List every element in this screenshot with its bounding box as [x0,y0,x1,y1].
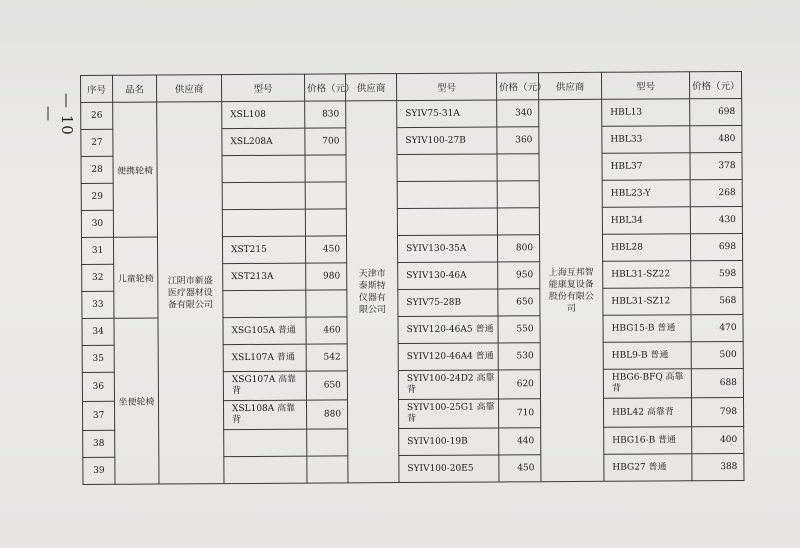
price-cell: 542 [306,344,347,371]
price-cell [307,429,348,456]
model-cell: SYIV100-25G1 高靠背 [398,399,498,429]
price-cell: 650 [306,371,347,400]
model-cell: HBL31-SZ12 [603,288,691,316]
price-cell: 650 [498,289,540,316]
model-cell: SYIV100-19B [399,428,499,456]
price-cell: 440 [499,428,541,455]
price-cell [497,154,539,181]
row-number-cell: 39 [83,457,115,484]
model-cell: XSL108 [222,101,305,129]
supplier-cell: 江阴市新盛医疗器材设备有限公司 [157,102,224,484]
model-cell [222,182,305,210]
table-row [81,98,742,129]
price-cell [305,155,346,182]
model-cell: SYIV130-46A [398,262,498,290]
model-cell: HBL28 [602,234,690,262]
price-cell: 460 [306,317,347,344]
model-cell: HBG27 普通 [604,454,692,482]
model-cell: SYIV130-35A [397,235,497,263]
price-cell: 360 [497,127,539,154]
header-cell: 价格（元） [304,74,345,101]
model-cell: SYIV75-28B [398,289,498,317]
table-body [81,98,744,484]
model-cell: SYIV100-27B [397,127,497,155]
model-cell: HBL31-SZ22 [603,261,691,289]
row-number-cell: 27 [81,129,113,156]
header-cell: 型号 [222,74,305,102]
model-cell: XSG107A 高靠背 [223,371,306,401]
price-cell: 830 [305,101,346,128]
model-cell: SYIV120-46A4 普通 [398,343,498,371]
row-number-cell: 36 [82,372,114,401]
header-cell: 型号 [601,72,689,100]
row-number-cell: 32 [82,264,114,291]
price-cell: 530 [498,343,540,370]
row-number-cell: 38 [83,430,115,457]
model-cell [222,155,305,183]
price-cell: 698 [690,233,742,260]
model-cell [397,181,497,209]
model-cell: SYIV75-31A [397,100,497,128]
price-cell: 880 [306,400,347,429]
price-cell: 388 [692,453,744,480]
supplier-cell: 天津市泰斯特仪器有限公司 [346,101,399,483]
model-cell: HBL37 [602,153,690,181]
header-cell: 品名 [113,75,157,102]
price-cell: 268 [690,179,742,206]
header-cell: 价格（元） [496,73,538,100]
model-cell: SYIV100-24D2 高靠背 [398,370,498,400]
header-row [81,71,742,102]
price-cell: 550 [498,316,540,343]
category-cell: 坐便轮椅 [114,318,159,484]
price-cell: 698 [690,98,742,125]
model-cell: HBG6-BFQ 高靠背 [603,369,691,399]
category-cell: 便携轮椅 [113,102,158,237]
model-cell [223,290,306,318]
row-number-cell: 26 [81,102,113,129]
model-cell [397,154,497,182]
row-number-cell: 34 [82,318,114,345]
header-cell: 序号 [81,75,113,102]
model-cell: HBL33 [602,126,690,154]
price-cell: 400 [692,426,744,453]
category-cell: 儿童轮椅 [113,237,157,318]
model-cell: SYIV120-46A5 普通 [398,316,498,344]
price-cell [497,208,539,235]
price-cell: 470 [691,314,743,341]
price-cell [305,209,346,236]
model-cell: HBL34 [602,207,690,235]
price-cell [307,456,348,483]
price-cell: 688 [691,368,743,397]
row-number-cell: 28 [81,156,113,183]
row-number-cell: 30 [81,210,113,237]
price-cell: 700 [305,128,346,155]
row-number-cell: 31 [81,237,113,264]
price-cell: 798 [691,397,743,426]
price-cell [305,182,346,209]
price-cell: 480 [690,125,742,152]
header-cell: 供应商 [157,75,222,102]
model-cell: HBL9-B 普通 [603,342,691,370]
price-cell: 620 [498,370,540,399]
model-cell [224,429,307,457]
price-cell [497,181,539,208]
price-cell: 598 [691,260,743,287]
model-cell: XST215 [222,236,305,264]
model-cell: XST213A [223,263,306,291]
row-number-cell: 37 [82,401,114,430]
model-cell: HBL13 [602,99,690,127]
model-cell [224,456,307,484]
model-cell: XSG105A 普通 [223,317,306,345]
price-cell: 450 [305,236,346,263]
row-number-cell: 33 [82,291,114,318]
model-cell: HBG16-B 普通 [604,427,692,455]
model-cell: XSL208A [222,128,305,156]
model-cell: XSL107A 普通 [223,344,306,372]
model-cell: HBG15-B 普通 [603,315,691,343]
model-cell [397,208,497,236]
price-table [80,71,744,485]
row-number-cell: 29 [81,183,113,210]
header-cell: 型号 [396,73,496,101]
header-cell: 供应商 [345,74,396,101]
model-cell: HBL42 高靠背 [603,398,691,428]
price-cell: 450 [499,455,541,482]
price-cell [306,290,347,317]
price-cell: 980 [306,263,347,290]
price-cell: 500 [691,341,743,368]
price-cell: 568 [691,287,743,314]
model-cell: HBL23-Y [602,180,690,208]
price-cell: 800 [497,235,539,262]
header-cell: 价格（元） [689,71,741,98]
price-cell: 430 [690,206,742,233]
price-cell: 378 [690,152,742,179]
model-cell [222,209,305,237]
model-cell: SYIV100-20E5 [399,455,499,483]
price-cell: 950 [498,262,540,289]
model-cell: XSL108A 高靠背 [223,400,306,430]
page-number: — 10 — [40,92,76,136]
price-cell: 710 [498,399,540,428]
row-number-cell: 35 [82,345,114,372]
supplier-cell: 上海互邦智能康复设备股份有限公司 [539,99,604,481]
header-cell: 供应商 [538,72,601,99]
price-cell: 340 [497,100,539,127]
